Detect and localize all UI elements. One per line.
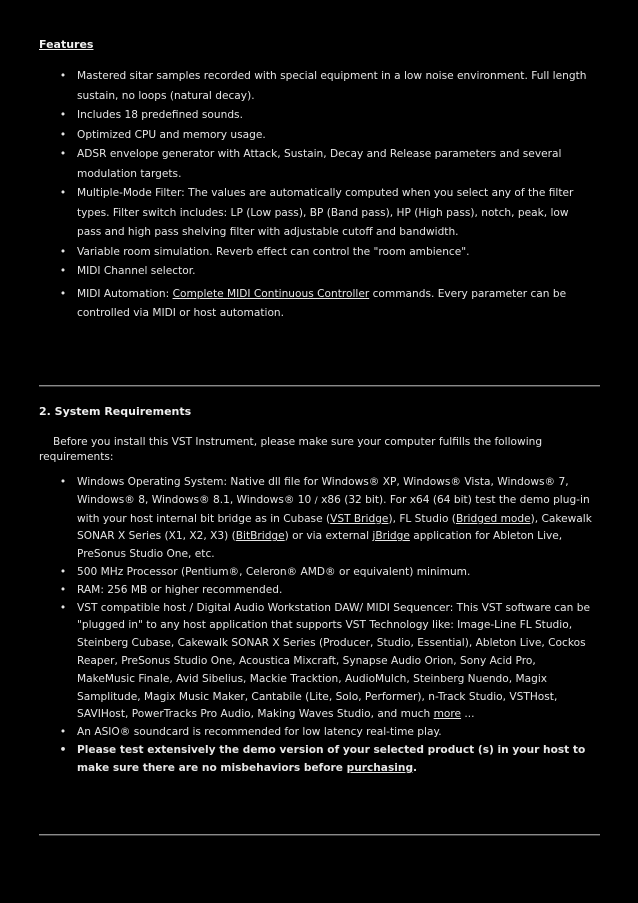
bullet-icon: •: [59, 148, 67, 160]
jbridge-link[interactable]: jBridge: [372, 530, 410, 543]
bullet-icon: •: [59, 109, 67, 121]
os-slash: /: [314, 495, 318, 506]
feature-text: ADSR envelope generator with Attack, Sustain, Decay and Release parameters and several modulation targets.: [77, 148, 562, 180]
list-item: [0, 126, 638, 146]
list-item: [0, 106, 638, 126]
bullet-icon: •: [59, 601, 67, 614]
feature-text: Optimized CPU and memory usage.: [77, 128, 266, 141]
feature-text: MIDI Automation:: [77, 287, 173, 300]
system-requirements-list: [0, 474, 638, 778]
section-divider: [39, 385, 600, 387]
feature-text: Mastered sitar samples recorded with special equipment in a low noise environment. Full length sustain, no loops (natural decay).: [77, 70, 587, 102]
host-text: VST compatible host / Digital Audio Workstation DAW/ MIDI Sequencer: This VST software can be "plugged in" to any host application that supports VST Technology like: Image-Line FL Studio, Steinberg Cubase, Cakewalk SONAR X Series (Producer, Studio, Essential), Ableton Live, Cockos Reaper, PreSonus Studio One, Acoustica Mixcraft, Synapse Audio Orion, Sony Acid Pro, MakeMusic Finale, Avid Sibelius, Mackie Tracktion, AudioMulch, Steinberg Nuendo, Magix Samplitude, Magix Music Maker, Cantabile (Lite, Solo, Performer), n-Track Studio, VSTHost, SAVIHost, PowerTracks Pro Audio, Making Waves Studio, and much: [77, 601, 590, 721]
feature-text: MIDI Channel selector.: [77, 265, 196, 277]
os-text: x86 (32 bit). For x64 (64 bit) test the demo plug-in with your host internal bit bridge as in Cubase (: [77, 493, 590, 525]
features-list: [0, 67, 638, 324]
list-item: [0, 262, 638, 282]
midi-cc-link[interactable]: Complete MIDI Continuous Controller: [172, 287, 370, 300]
os-text: Windows Operating System: Native dll file for Windows® XP, Windows® Vista, Windows® 7, Windows® 8, Windows® 8.1, Windows® 10: [77, 476, 569, 506]
bitbridge-link[interactable]: BitBridge: [235, 530, 285, 543]
list-item: [0, 145, 638, 184]
list-item: [0, 285, 638, 324]
bridged-mode-link[interactable]: Bridged mode: [455, 512, 531, 525]
asio-text: An ASIO® soundcard is recommended for low latency real-time play.: [77, 726, 442, 739]
list-item: [0, 184, 638, 243]
vst-bridge-link[interactable]: VST Bridge: [330, 512, 389, 525]
bullet-icon: •: [59, 128, 67, 141]
section-divider: [39, 834, 600, 836]
list-item: [0, 582, 638, 600]
bullet-icon: •: [59, 476, 67, 488]
more-hosts-link[interactable]: more: [433, 708, 462, 721]
bullet-icon: •: [59, 583, 67, 596]
bullet-icon: •: [59, 187, 67, 199]
bullet-icon: •: [59, 726, 67, 739]
system-requirements-heading: 2. System Requirements: [39, 405, 192, 418]
system-requirements-intro: Before you install this VST Instrument, please make sure your computer fulfills the following requirements:: [39, 436, 543, 463]
list-item: [0, 724, 638, 742]
bullet-icon: •: [59, 245, 67, 258]
bullet-icon: •: [59, 565, 67, 578]
feature-text: Variable room simulation. Reverb effect can control the "room ambience".: [77, 245, 470, 258]
list-item: [0, 243, 638, 263]
bullet-icon: •: [59, 265, 67, 277]
bullet-icon: •: [59, 70, 67, 82]
demo-text: .: [413, 761, 418, 774]
os-text: ) or via external: [284, 530, 373, 543]
purchasing-link[interactable]: purchasing: [346, 761, 414, 774]
feature-text: Includes 18 predefined sounds.: [77, 109, 243, 121]
list-item: [0, 67, 638, 106]
list-item: [0, 742, 638, 778]
bullet-icon: •: [59, 743, 67, 756]
bullet-icon: •: [59, 287, 67, 300]
os-text: ), Cakewalk SONAR X Series (X1, X2, X3) (: [77, 512, 592, 543]
processor-text: 500 MHz Processor (Pentium®, Celeron® AMD® or equivalent) minimum.: [77, 565, 471, 578]
os-text: application for Ableton Live, PreSonus Studio One, etc.: [77, 530, 563, 561]
feature-text: Multiple-Mode Filter: The values are automatically computed when you select any of the filter types. Filter switch includes: LP (Low pass), BP (Band pass), HP (High pass), notch, peak, low pass and high pass shelving filter with adjustable cutoff and bandwidth.: [77, 187, 574, 238]
host-text: ...: [461, 708, 475, 721]
ram-text: RAM: 256 MB or higher recommended.: [77, 583, 283, 596]
list-item: [0, 600, 638, 725]
list-item: [0, 564, 638, 582]
os-text: ), FL Studio (: [388, 512, 456, 525]
demo-text: Please test extensively the demo version of your selected product (s) in your host to make sure there are no misbehaviors before: [77, 743, 586, 774]
list-item: [0, 474, 638, 564]
features-heading: Features: [39, 38, 94, 51]
feature-text: commands. Every parameter can be controlled via MIDI or host automation.: [77, 287, 567, 319]
